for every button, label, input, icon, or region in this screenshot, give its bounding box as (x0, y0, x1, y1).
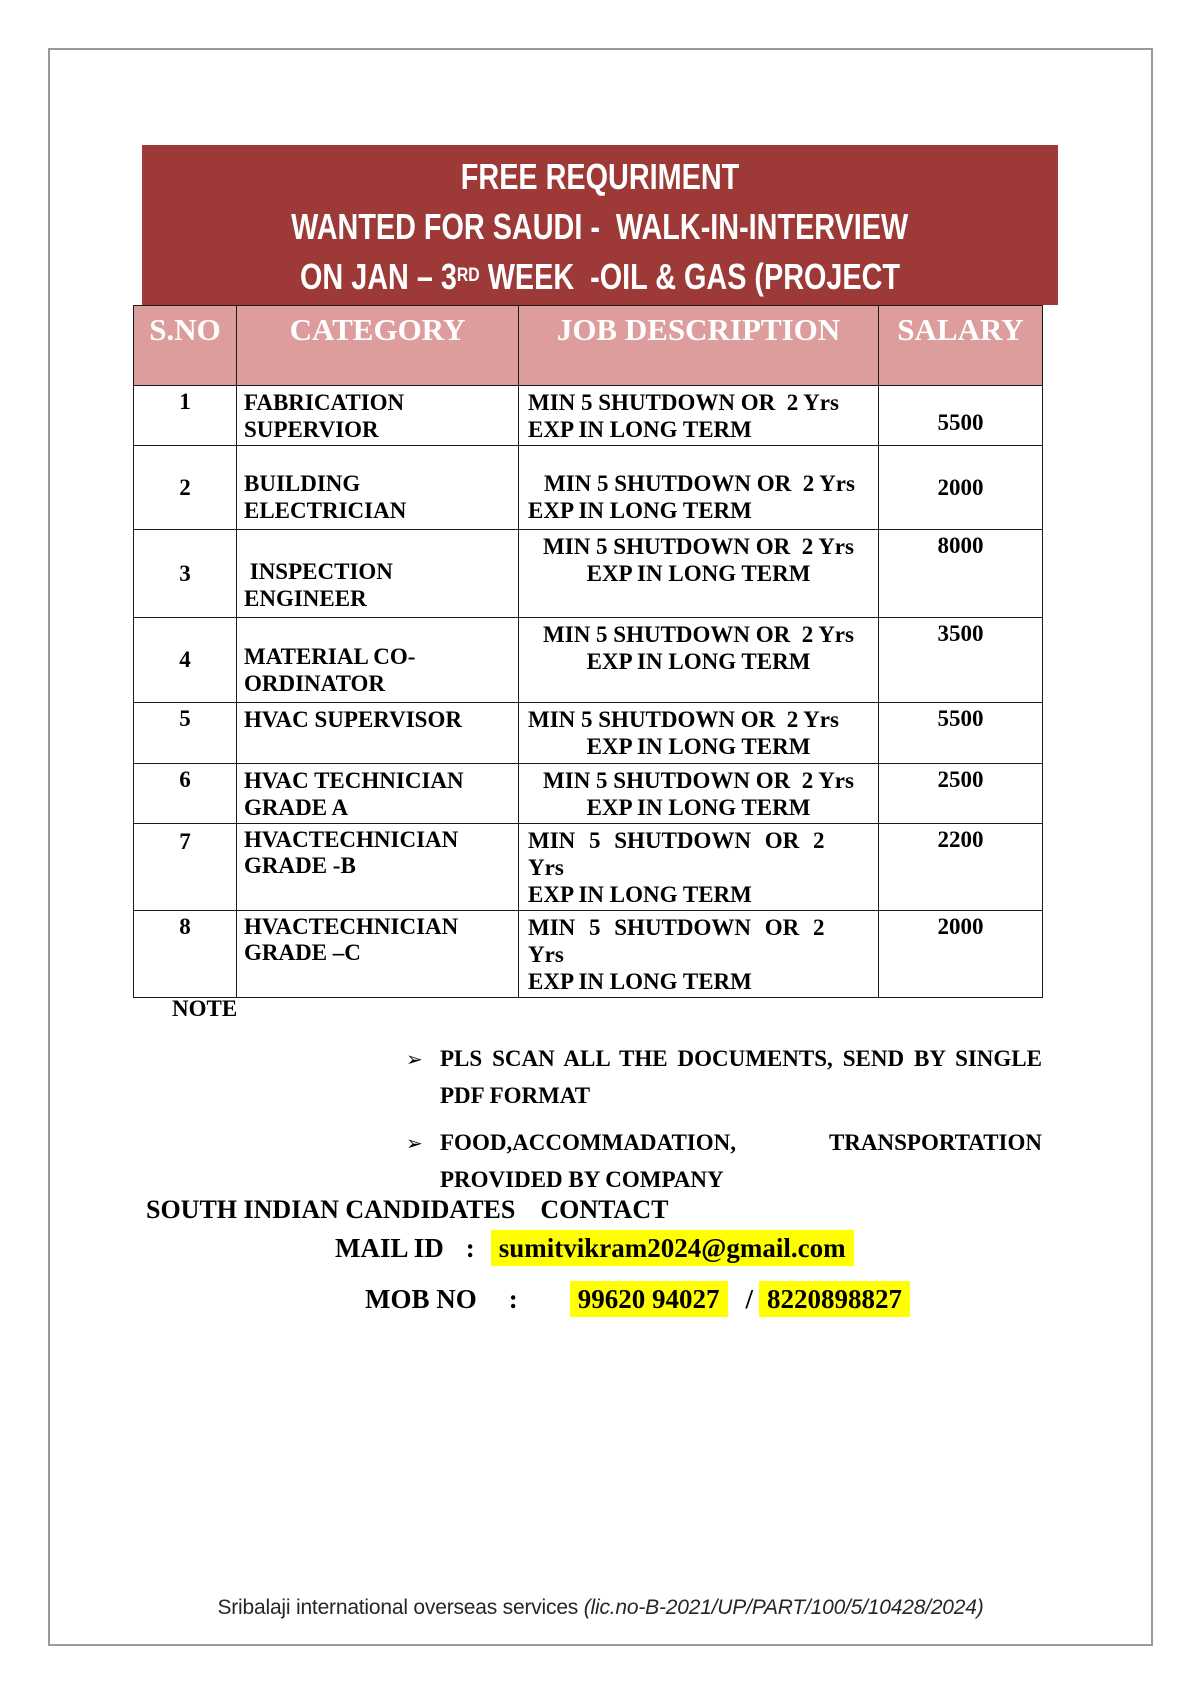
note-bullet-item (406, 1040, 1042, 1114)
col-header-job-description: JOB DESCRIPTION (519, 306, 879, 386)
sno-cell: 2 (134, 446, 237, 530)
title-banner (142, 145, 1058, 305)
table-row (134, 386, 1043, 446)
banner-line-3: ON JAN – 3RD WEEK -OIL & GAS (PROJECT (299, 256, 901, 297)
email-value: sumitvikram2024@gmail.com (491, 1230, 854, 1266)
job-description-cell: MIN 5 SHUTDOWN OR 2 Yrs EXP IN LONG TERM (519, 618, 879, 703)
note-bullet-list (406, 1040, 1042, 1208)
phone-number-1: 99620 94027 (570, 1281, 728, 1317)
note-bullet-text: PLS SCAN ALL THE DOCUMENTS, SEND BY SINGLE PDF FORMAT (440, 1046, 1042, 1108)
category-cell: HVAC SUPERVISOR (237, 703, 519, 764)
salary-cell: 2200 (879, 824, 1043, 911)
mobile-number-line: MOB NO : 99620 94027 / 8220898827 (365, 1284, 910, 1315)
note-bullet-text: FOOD,ACCOMMADATION, TRANSPORTATION PROVIDED BY COMPANY (440, 1130, 1042, 1192)
col-header-category: CATEGORY (237, 306, 519, 386)
category-cell: BUILDING ELECTRICIAN (237, 446, 519, 530)
job-description-cell: MIN 5 SHUTDOWN OR 2 Yrs EXP IN LONG TERM (519, 824, 879, 911)
mail-id-line: MAIL ID : sumitvikram2024@gmail.com (335, 1233, 854, 1264)
category-cell: MATERIAL CO- ORDINATOR (237, 618, 519, 703)
job-description-cell: MIN 5 SHUTDOWN OR 2 Yrs EXP IN LONG TERM (519, 703, 879, 764)
table-row (134, 446, 1043, 530)
category-cell: HVACTECHNICIAN GRADE -B (237, 824, 519, 911)
sno-cell: 7 (134, 824, 237, 911)
table-row (134, 618, 1043, 703)
category-cell: FABRICATION SUPERVIOR (237, 386, 519, 446)
salary-cell: 3500 (879, 618, 1043, 703)
arrow-bullet-icon: ➢ (406, 1131, 423, 1155)
category-cell: HVAC TECHNICIAN GRADE A (237, 764, 519, 824)
banner-line-1: FREE REQURIMENT (460, 156, 740, 197)
jobs-table (133, 305, 1043, 998)
mail-id-label: MAIL ID (335, 1233, 444, 1263)
sno-cell: 6 (134, 764, 237, 824)
job-description-cell: MIN 5 SHUTDOWN OR 2 Yrs EXP IN LONG TERM (519, 911, 879, 998)
salary-cell: 2500 (879, 764, 1043, 824)
note-bullet-item (406, 1124, 1042, 1198)
salary-cell: 2000 (879, 446, 1043, 530)
sno-cell: 8 (134, 911, 237, 998)
license-footer: Sribalaji international overseas services (lic.no-B-2021/UP/PART/100/5/10428/2024) (217, 1596, 984, 1619)
sno-cell: 5 (134, 703, 237, 764)
sno-cell: 4 (134, 618, 237, 703)
banner-line-2: WANTED FOR SAUDI - WALK-IN-INTERVIEW (291, 206, 909, 247)
col-header-salary: SALARY (879, 306, 1043, 386)
salary-cell: 5500 (879, 386, 1043, 446)
job-description-cell: MIN 5 SHUTDOWN OR 2 Yrs EXP IN LONG TERM (519, 530, 879, 618)
sno-cell: 1 (134, 386, 237, 446)
job-description-cell: MIN 5 SHUTDOWN OR 2 Yrs EXP IN LONG TERM (519, 446, 879, 530)
table-row (134, 703, 1043, 764)
candidates-contact-heading: SOUTH INDIAN CANDIDATES CONTACT (146, 1195, 669, 1224)
table-row (134, 530, 1043, 618)
col-header-sno: S.NO (134, 306, 237, 386)
table-row (134, 824, 1043, 911)
salary-cell: 5500 (879, 703, 1043, 764)
phone-number-2: 8220898827 (759, 1281, 910, 1317)
job-description-cell: MIN 5 SHUTDOWN OR 2 Yrs EXP IN LONG TERM (519, 386, 879, 446)
note-heading: NOTE (172, 996, 238, 1021)
mob-no-label: MOB NO (365, 1284, 477, 1314)
sno-cell: 3 (134, 530, 237, 618)
job-description-cell: MIN 5 SHUTDOWN OR 2 Yrs EXP IN LONG TERM (519, 764, 879, 824)
table-row (134, 911, 1043, 998)
category-cell: HVACTECHNICIAN GRADE –C (237, 911, 519, 998)
table-row (134, 764, 1043, 824)
category-cell: INSPECTION ENGINEER (237, 530, 519, 618)
ordinal-superscript: RD (456, 263, 480, 286)
salary-cell: 8000 (879, 530, 1043, 618)
arrow-bullet-icon: ➢ (406, 1047, 423, 1071)
table-header-row (134, 306, 1043, 386)
salary-cell: 2000 (879, 911, 1043, 998)
